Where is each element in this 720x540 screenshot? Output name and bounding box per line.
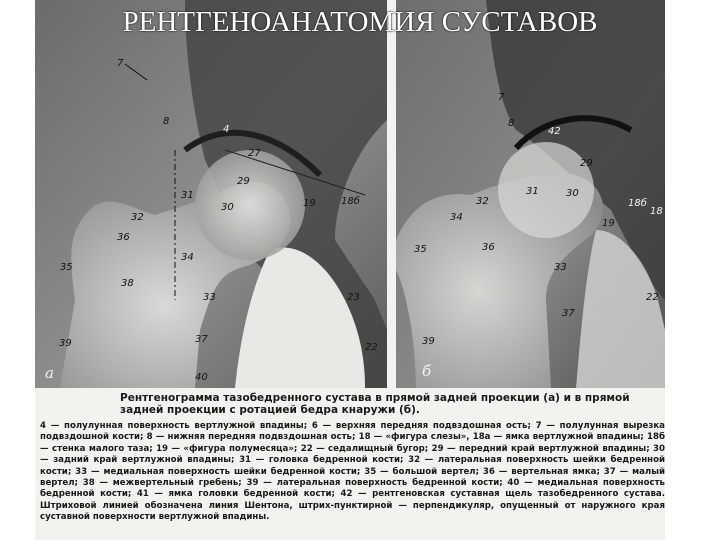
label-38: 38 <box>121 278 134 289</box>
label-27: 27 <box>248 148 261 159</box>
radiograph-a-image <box>35 0 387 388</box>
label-19: 19 <box>303 198 316 209</box>
label-b-22: 22 <box>646 292 659 303</box>
label-b-36: 36 <box>482 242 495 253</box>
label-32: 32 <box>131 212 144 223</box>
label-4: 4 <box>223 124 230 135</box>
figure-caption <box>40 392 665 524</box>
label-18b: 18б <box>341 196 360 207</box>
label-36: 36 <box>117 232 130 243</box>
label-b-30: 30 <box>566 188 579 199</box>
label-37: 37 <box>195 334 208 345</box>
caption-title: Рентгенограмма тазобедренного сустава в прямой задней проекции (а) и в прямой задней проекции с ротацией бедра кнаружи (б). <box>120 392 630 416</box>
label-b-37: 37 <box>562 308 575 319</box>
label-31: 31 <box>181 190 194 201</box>
label-b-7: 7 <box>498 92 505 103</box>
label-b-39: 39 <box>422 336 435 347</box>
label-b-19: 19 <box>602 218 615 229</box>
label-8: 8 <box>163 116 170 127</box>
label-30: 30 <box>221 202 234 213</box>
panel-letter-a: а <box>45 364 54 382</box>
label-33: 33 <box>203 292 216 303</box>
label-7: 7 <box>117 58 124 69</box>
label-b-33: 33 <box>554 262 567 273</box>
label-b-35: 35 <box>414 244 427 255</box>
label-b-8: 8 <box>508 118 515 129</box>
label-35: 35 <box>60 262 73 273</box>
label-39: 39 <box>59 338 72 349</box>
radiograph-a <box>35 0 387 388</box>
label-b-18: 18 <box>650 206 663 217</box>
caption-legend: 4 — полулунная поверхность вертлужной впадины; 6 — верхняя передняя подвздошная ость; 7 — полулунная вырезка подвздошной кости; 8 — нижняя передняя подвздошная ость; 18 — «фигура слезы», 18а — ямка вертлужной впадины; 18б — стенка малого таза; 19 — «фигура полумесяца»; 22 — седалищный бугор; 29 — передний край вертлужной впадины; 30 — задний край вертлужной впадины; 31 — головка бедренной кости; 32 — латеральная поверхность шейки бедренной кости; 33 — медиальная поверхность шейки бедренной кости; 35 — большой вертел; 36 — вертельная ямка; 37 — малый вертел; 38 — межвертельный гребень; 39 — латеральная поверхность бедренной кости; 40 — медиальная поверхность бедренной кости; 41 — ямка головки бедренной кости; 42 — рентгеновская суставная щель тазобедренного сустава. Штриховой линией обозначена линия Шентона, штрих-пунктирной — перпендикуляр, опущенный от наружного края суставной поверхности вертлужной впадины. <box>40 421 665 523</box>
label-40: 40 <box>195 372 208 383</box>
radiograph-b-image <box>396 0 665 388</box>
label-b-29: 29 <box>580 158 593 169</box>
label-23: 23 <box>347 292 360 303</box>
label-b-32: 32 <box>476 196 489 207</box>
label-34: 34 <box>181 252 194 263</box>
panel-letter-b: б <box>422 362 432 380</box>
label-b-34: 34 <box>450 212 463 223</box>
label-22: 22 <box>365 342 378 353</box>
label-b-42: 42 <box>548 126 561 137</box>
label-b-31: 31 <box>526 186 539 197</box>
label-29: 29 <box>237 176 250 187</box>
label-b-18b: 18б <box>628 198 647 209</box>
slide-title: РЕНТГЕНОАНАТОМИЯ СУСТАВОВ <box>122 6 598 38</box>
radiograph-b <box>396 0 665 388</box>
